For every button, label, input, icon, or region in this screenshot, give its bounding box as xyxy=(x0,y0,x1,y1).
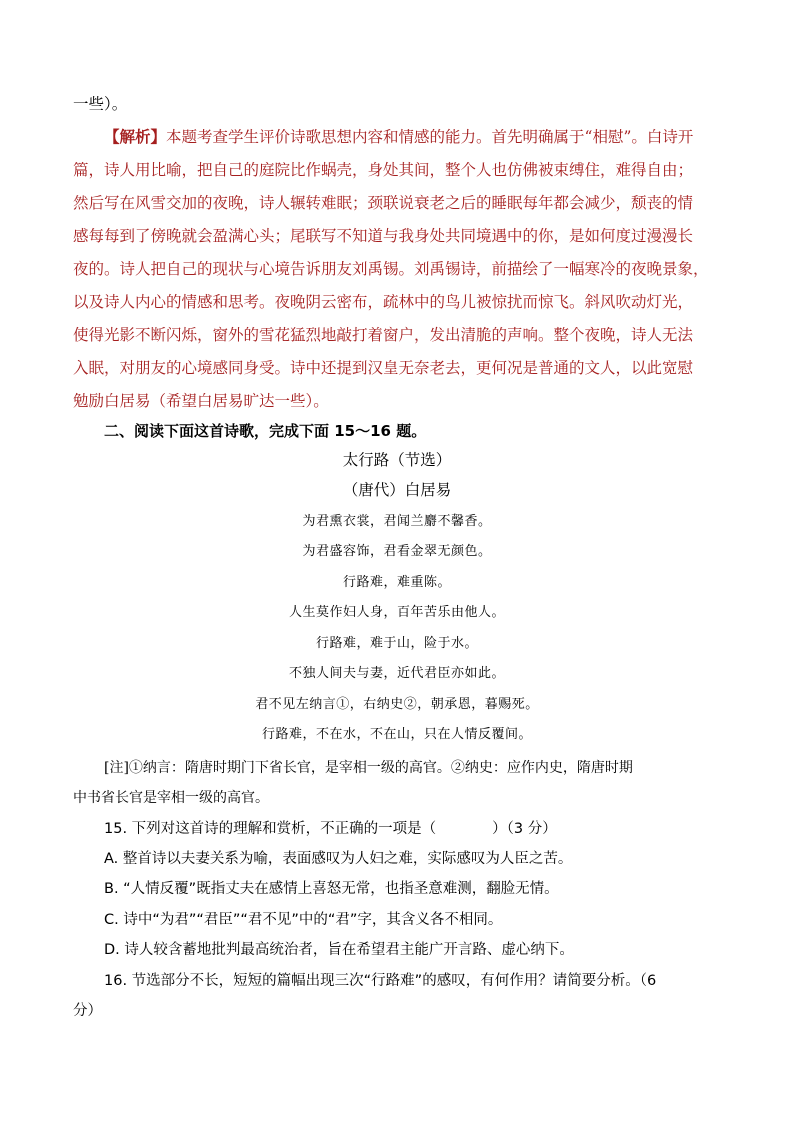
section-heading: 二、阅读下面这首诗歌，完成下面 15～16 题。 xyxy=(104,422,427,440)
question-15-option-b: B. “人情反覆”既指丈夫在感情上喜怒无常，也指圣意难测，翻脸无情。 xyxy=(104,881,559,897)
question-16-stem-line-2: 分） xyxy=(73,1003,102,1019)
poem-line-2: 为君盛容饰，君看金翠无颜色。 xyxy=(302,544,492,559)
poem-line-5: 行路难，难于山，险于水。 xyxy=(315,636,478,651)
analysis-line-1 xyxy=(104,127,734,147)
analysis-line-6: 以及诗人内心的情感和思考。夜晚阴云密布，疏林中的鸟儿被惊扰而惊飞。斜风吹动灯光， xyxy=(73,293,694,311)
analysis-text-1: 本题考查学生评价诗歌思想内容和情感的能力。首先明确属于“相慰”。白诗开 xyxy=(166,128,694,146)
analysis-line-3: 然后写在风雪交加的夜晚，诗人辗转难眠；颈联说衰老之后的睡眠每年都会减少，颓丧的情 xyxy=(73,194,694,212)
poem-line-7: 君不见左纳言①，右纳史②，朝承恩，暮赐死。 xyxy=(255,697,539,712)
poem-title: 太行路（节选） xyxy=(342,451,452,469)
analysis-prev-line-text: 一些）。 xyxy=(73,95,128,113)
question-15-option-c: C. 诗中“为君”“君臣”“君不见”中的“君”字，其含义各不相同。 xyxy=(104,912,503,928)
question-16-stem-line-1: 16. 节选部分不长，短短的篇幅出现三次“行路难”的感叹，有何作用？请简要分析。（6 xyxy=(104,973,657,989)
analysis-line-2: 篇，诗人用比喻，把自己的庭院比作蜗壳，身处其间，整个人也仿佛被束缚住，难得自由； xyxy=(73,161,694,179)
analysis-label: 【解析】 xyxy=(104,127,167,146)
analysis-line-5: 夜的。诗人把自己的现状与心境告诉朋友刘禹锡。刘禹锡诗，前描绘了一幅寒冷的夜晚景象， xyxy=(73,260,709,278)
poem-note-line-2: 中书省长官是宰相一级的高官。 xyxy=(73,790,269,806)
question-15-option-a: A. 整首诗以夫妻关系为喻，表面感叹为人妇之难，实际感叹为人臣之苦。 xyxy=(104,851,573,867)
poem-note-line-1: [注]①纳言：隋唐时期门下省长官，是宰相一级的高官。②纳史：应作内史，隋唐时期 xyxy=(104,760,633,776)
poem-line-3: 行路难，难重陈。 xyxy=(342,575,451,590)
question-15-stem-text: 15. 下列对这首诗的理解和赏析，不正确的一项是（ xyxy=(104,821,437,837)
poem-line-1: 为君熏衣裳，君闻兰麝不馨香。 xyxy=(302,514,492,529)
poem-author: （唐代）白居易 xyxy=(342,481,452,499)
question-15-stem xyxy=(104,819,764,839)
question-15-score: ）（3 分） xyxy=(492,821,557,837)
poem-line-8: 行路难，不在水，不在山，只在人情反覆间。 xyxy=(261,727,532,742)
analysis-line-4: 感每每到了傍晚就会盈满心头；尾联写不知道与我身处共同境遇中的你，是如何度过漫漫长 xyxy=(73,227,694,245)
analysis-prev-line xyxy=(73,94,733,114)
question-15-option-d: D. 诗人较含蓄地批判最高统治者，旨在希望君主能广开言路、虚心纳下。 xyxy=(104,942,574,958)
analysis-line-7: 使得光影不断闪烁，窗外的雪花猛烈地敲打着窗户，发出清脆的声响。整个夜晚，诗人无法 xyxy=(73,326,694,344)
poem-line-6: 不独人间夫与妻，近代君臣亦如此。 xyxy=(288,666,505,681)
analysis-line-8: 入眠，对朋友的心境感同身受。诗中还提到汉皇无奈老去，更何况是普通的文人，以此宽慰 xyxy=(73,359,694,377)
analysis-line-9: 勉励白居易（希望白居易旷达一些）。 xyxy=(73,392,329,410)
poem-line-4: 人生莫作妇人身，百年苦乐由他人。 xyxy=(288,605,505,620)
